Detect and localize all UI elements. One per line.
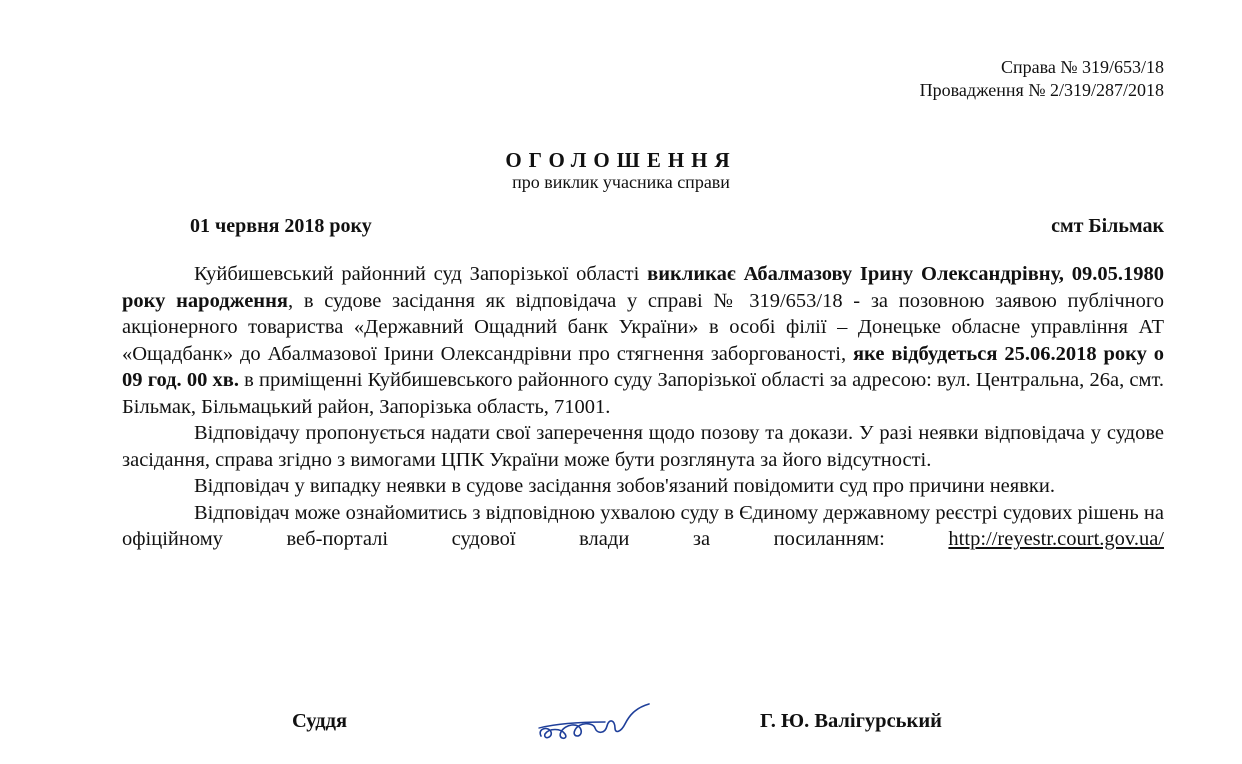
document-title: ОГОЛОШЕННЯ	[505, 148, 737, 172]
document-subtitle: про виклик учасника справи	[512, 172, 730, 192]
registry-text: Відповідач може ознайомитись з відповідною ухвалою суду в Єдиному державному реєстрі судових рішень на офіційному веб-порталі судової влади за посиланням:	[122, 501, 1164, 550]
summons-text-2: , в судове засідання як відповідача у справі № 319/653/18 - за позовною заявою публічного акціонерного товариства «Державний Ощадний банк України» в особі філії – Донецьке обласне управління АТ «Ощадбанк» до Абалмазової Ірини Олександрівни про стягнення заборгованості,	[122, 289, 1164, 365]
paragraph-summons	[122, 261, 1164, 420]
signature-role: Суддя	[292, 710, 348, 732]
document-place: смт Більмак	[1051, 215, 1164, 237]
proceeding-number: Провадження № 2/319/287/2018	[919, 80, 1164, 100]
summons-defendant: викликає Абалмазову Ірину Олександрівну, 09.05.1980 року народження	[122, 263, 1165, 312]
paragraph-absence: Відповідач у випадку неявки в судове засідання зобов'язаний повідомити суд про причини неявки.	[194, 475, 1055, 497]
case-reference	[920, 56, 1164, 102]
summons-text-1: Куйбишевський районний суд Запорізької області	[194, 263, 648, 285]
judge-name: Г. Ю. Валігурський	[760, 710, 942, 732]
document-date: 01 червня 2018 року	[190, 215, 372, 237]
summons-text-3: в приміщенні Куйбишевського районного суду Запорізької області за адресою: вул. Центральна, 26а, смт. Більмак, Більмацький район, Запорізька область, 71001.	[122, 369, 1164, 418]
announcement-body	[122, 261, 1164, 553]
case-number: Справа № 319/653/18	[1000, 57, 1164, 77]
registry-link[interactable]: http://reyestr.court.gov.ua/	[948, 528, 1165, 550]
paragraph-objections: Відповідачу пропонується надати свої заперечення щодо позову та докази. У разі неявки відповідача у судове засідання, справа згідно з вимогами ЦПК України може бути розглянута за його відсутності.	[122, 422, 1164, 471]
date-place-line	[190, 215, 1164, 238]
summons-hearing-time: яке відбудеться 25.06.2018 року о 09 год. 00 хв.	[122, 342, 1164, 391]
handwritten-signature-icon	[535, 698, 655, 748]
paragraph-registry	[122, 500, 1164, 553]
